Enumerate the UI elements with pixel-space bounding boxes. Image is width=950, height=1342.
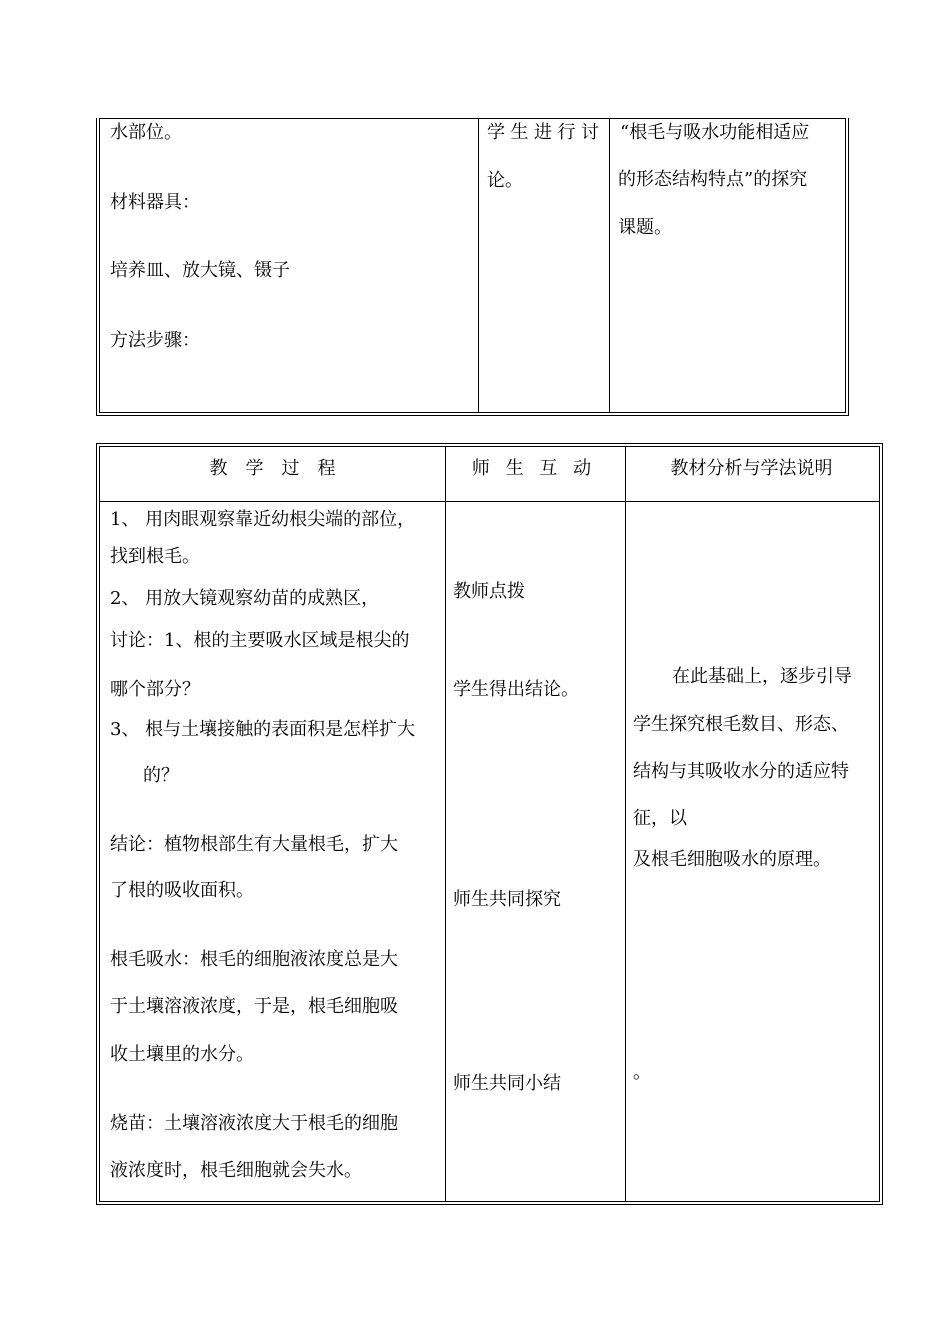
process-line: 找到根毛。 bbox=[110, 546, 200, 567]
cell-text: “根毛与吸水功能相适应 bbox=[620, 122, 810, 143]
process-line: 的？ bbox=[143, 765, 179, 786]
process-line: 收土壤里的水分。 bbox=[110, 1044, 254, 1065]
interaction-line: 学生得出结论。 bbox=[453, 679, 579, 700]
process-line: 1、 用肉眼观察靠近幼根尖端的部位， bbox=[110, 509, 416, 530]
table-continued-top-line bbox=[100, 118, 845, 119]
header-analysis: 教材分析与学法说明 bbox=[670, 458, 833, 479]
process-line: 结论：植物根部生有大量根毛，扩大 bbox=[110, 834, 398, 855]
cell-text: 材料器具： bbox=[110, 192, 200, 213]
process-line: 哪个部分？ bbox=[110, 679, 200, 700]
interaction-line: 师生共同探究 bbox=[453, 889, 561, 910]
interaction-line: 师生共同小结 bbox=[453, 1073, 561, 1094]
process-line: 根毛吸水：根毛的细胞液浓度总是大 bbox=[110, 949, 398, 970]
process-line: 3、 根与土壤接触的表面积是怎样扩大 bbox=[110, 719, 416, 740]
interaction-line: 教师点拨 bbox=[453, 581, 525, 602]
header-interaction: 师 生 互 动 bbox=[471, 458, 597, 479]
cell-text: 课题。 bbox=[618, 217, 672, 238]
analysis-line: 在此基础上，逐步引导 bbox=[672, 666, 852, 687]
cell-text: 学生进行讨 bbox=[487, 122, 605, 143]
header-teaching-process: 教 学 过 程 bbox=[209, 458, 336, 479]
cell-text: 培养皿、放大镜、镊子 bbox=[110, 260, 290, 281]
process-line: 烧苗：土壤溶液浓度大于根毛的细胞 bbox=[110, 1113, 398, 1134]
process-line: 液浓度时，根毛细胞就会失水。 bbox=[110, 1160, 362, 1181]
cell-text: 论。 bbox=[487, 170, 523, 191]
process-line: 2、 用放大镜观察幼苗的成熟区， bbox=[110, 588, 380, 609]
cell-text: 的形态结构特点”的探究 bbox=[618, 169, 808, 190]
analysis-line: 征，以 bbox=[633, 808, 687, 829]
cell-text: 水部位。 bbox=[110, 122, 182, 143]
process-line: 于土壤溶液浓度，于是，根毛细胞吸 bbox=[110, 996, 398, 1017]
process-line: 讨论：1、根的主要吸水区域是根尖的 bbox=[110, 630, 410, 651]
analysis-line: 。 bbox=[633, 1062, 651, 1083]
process-line: 了根的吸收面积。 bbox=[110, 880, 254, 901]
cell-text: 方法步骤： bbox=[110, 330, 200, 351]
analysis-line: 学生探究根毛数目、形态、 bbox=[633, 714, 849, 735]
analysis-line: 结构与其吸收水分的适应特 bbox=[633, 761, 849, 782]
analysis-line: 及根毛细胞吸水的原理。 bbox=[633, 849, 831, 870]
